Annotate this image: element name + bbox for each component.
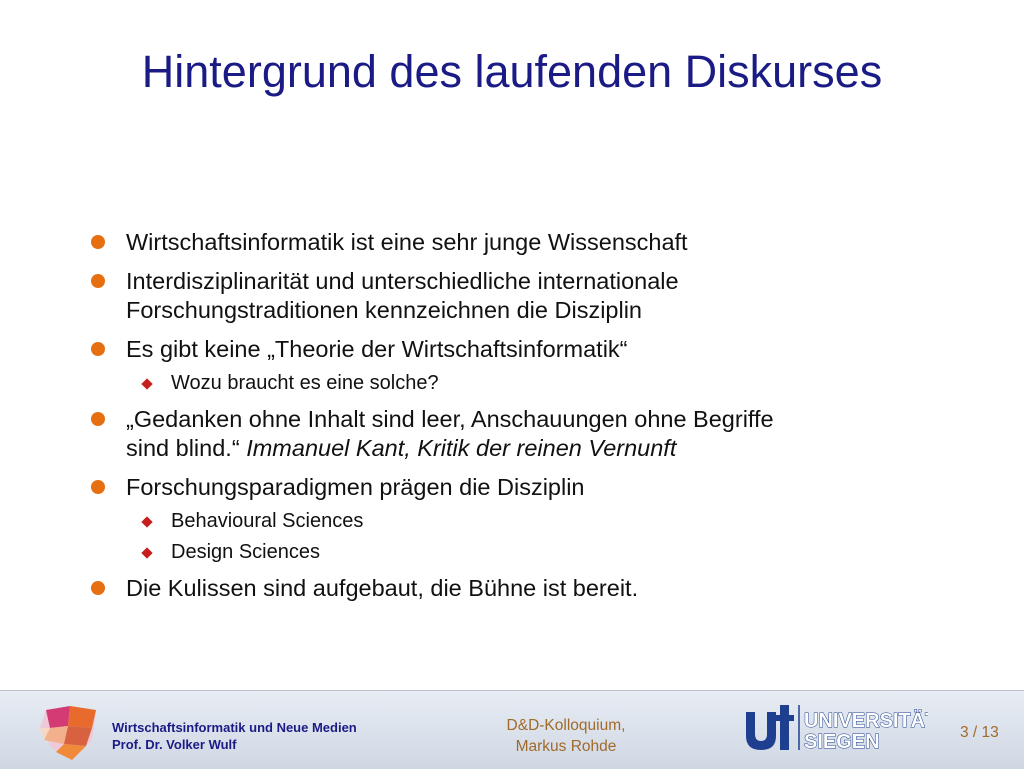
bullet-item (90, 473, 970, 502)
institute-logo-icon (34, 698, 104, 771)
bullet-item (90, 405, 970, 463)
quote-source: Immanuel Kant, Kritik der reinen Vernunft (246, 435, 677, 461)
diamond-bullet-icon (141, 378, 152, 389)
bullet-icon (91, 480, 105, 494)
sub-bullet-item (90, 509, 970, 534)
sub-bullet-item (90, 371, 970, 396)
diamond-bullet-icon (141, 516, 152, 527)
bullet-item (90, 335, 970, 364)
bullet-text: Forschungsparadigmen prägen die Disziplin (126, 474, 585, 500)
university-logo (744, 702, 928, 757)
bullet-icon (91, 412, 105, 426)
bullet-text: Forschungstraditionen kennzeichnen die Disziplin (126, 297, 642, 323)
diamond-bullet-icon (141, 547, 152, 558)
bullet-icon (91, 235, 105, 249)
presenter-name: Markus Rohde (515, 738, 617, 755)
institute-info (112, 719, 357, 753)
sub-bullet-text: Behavioural Sciences (171, 510, 364, 532)
bullet-item (90, 574, 970, 603)
event-info (468, 715, 664, 757)
bullet-text: Interdisziplinarität und unterschiedliche internationale (126, 268, 679, 294)
sub-bullet-item (90, 540, 970, 565)
bullet-text: Die Kulissen sind aufgebaut, die Bühne ist bereit. (126, 575, 639, 601)
bullet-list (90, 228, 970, 613)
university-shield-icon (746, 712, 776, 750)
bullet-text: Wirtschaftsinformatik ist eine sehr junge Wissenschaft (126, 229, 688, 255)
slide-footer (0, 690, 1024, 769)
bullet-icon (91, 581, 105, 595)
institute-name: Wirtschaftsinformatik und Neue Medien (112, 720, 357, 735)
professor-name: Prof. Dr. Volker Wulf (112, 737, 237, 752)
bullet-icon (91, 274, 105, 288)
bullet-text: sind blind.“ (126, 435, 247, 461)
bullet-icon (91, 342, 105, 356)
event-name: D&D-Kolloquium, (506, 717, 626, 734)
sub-bullet-text: Wozu braucht es eine solche? (171, 372, 439, 394)
university-line1: UNIVERSITÄT (804, 710, 928, 732)
bullet-item (90, 267, 970, 325)
page-number: 3 / 13 (960, 724, 999, 741)
university-line2: SIEGEN (804, 731, 880, 752)
slide-title: Hintergrund des laufenden Diskurses (141, 46, 883, 97)
sub-bullet-text: Design Sciences (171, 541, 320, 563)
bullet-text: Es gibt keine „Theorie der Wirtschaftsinformatik“ (126, 336, 628, 362)
bullet-text: „Gedanken ohne Inhalt sind leer, Anschauungen ohne Begriffe (126, 406, 774, 432)
bullet-item (90, 228, 970, 257)
